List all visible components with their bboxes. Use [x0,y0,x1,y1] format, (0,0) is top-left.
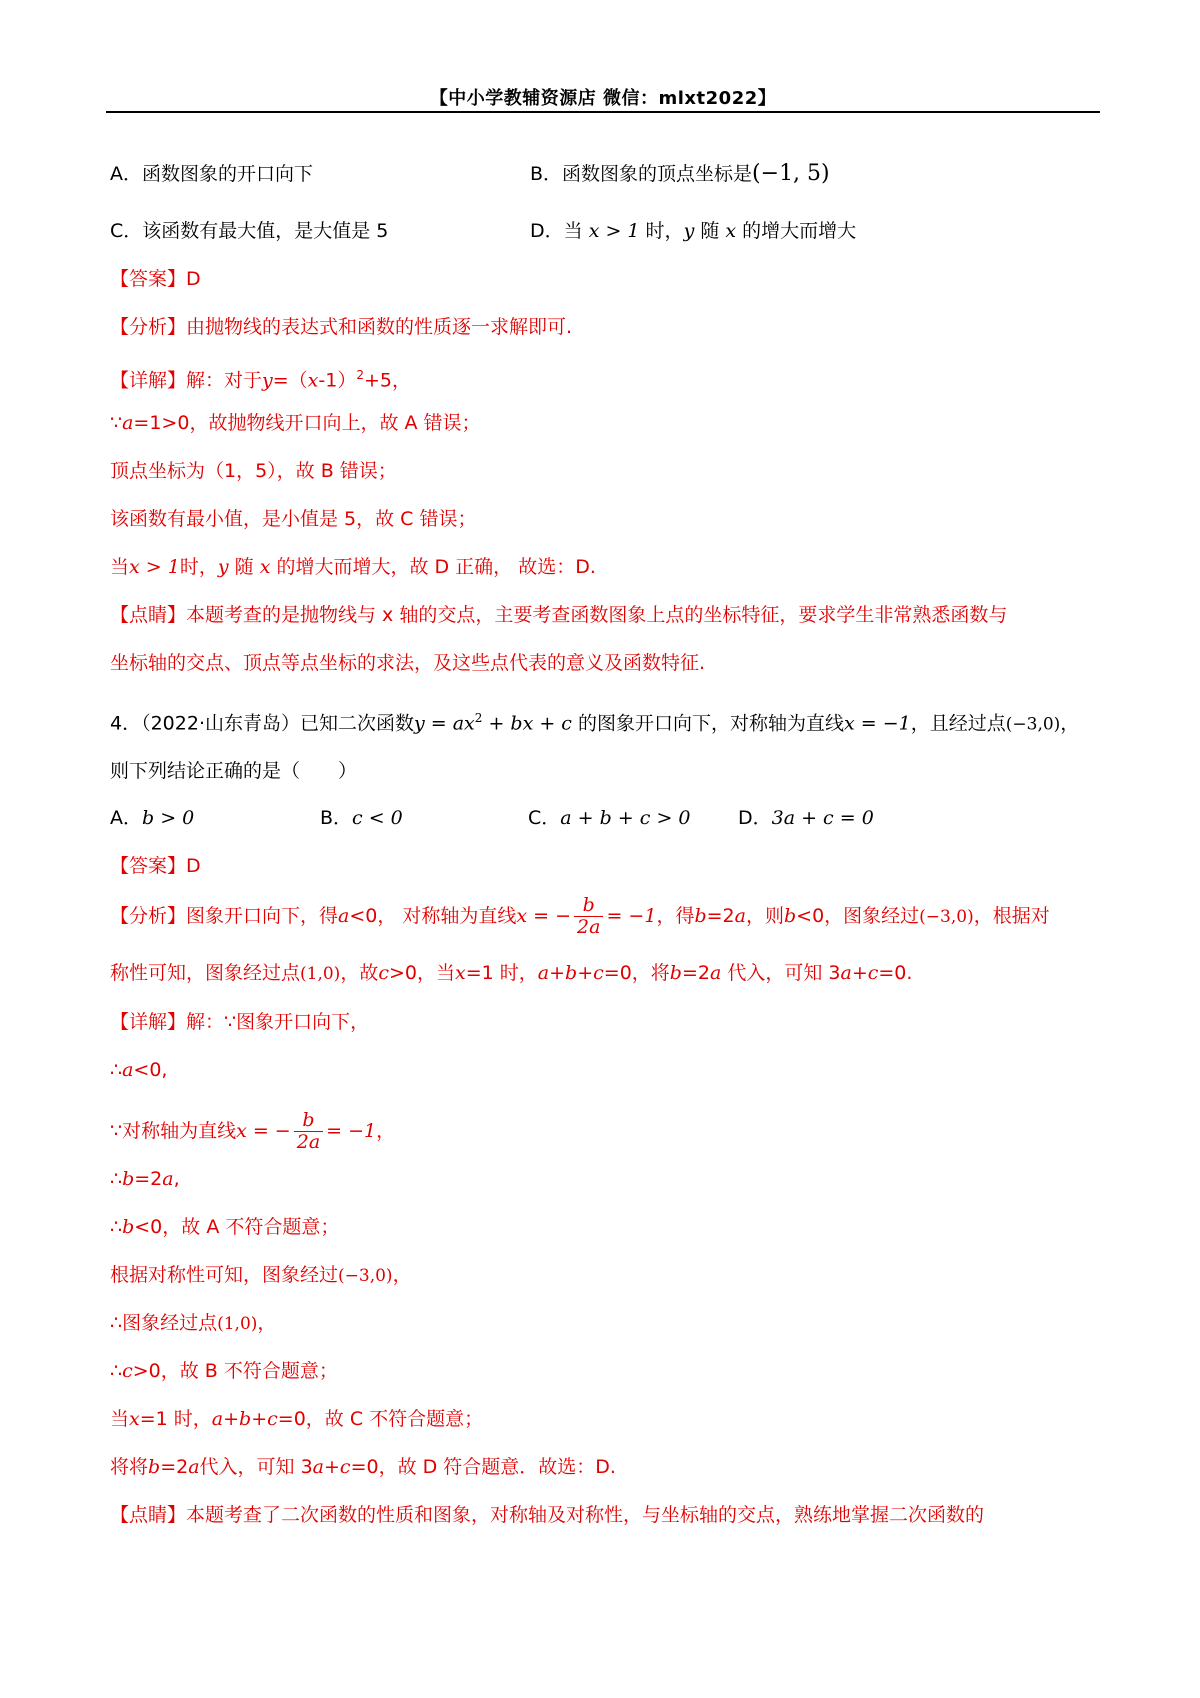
q4-an2-m1: (1,0) [300,964,341,984]
q3-detail-label: 【详解】解：对于 [110,369,263,392]
q4-analysis-line-2 [110,961,912,986]
q4-an-t1: 【分析】图象开口向下，得 [110,904,339,927]
q3-detail-x: x [307,369,319,392]
q4-an-m5: a [734,904,746,927]
q4-an2-m4: a+b+c [537,962,604,984]
q3-option-d-m2: y [683,220,695,242]
therefore-symbol: ∴ [110,1216,123,1238]
q4-stem-t3: ，且经过点 [910,712,1006,735]
q3-detail-eq2: -1） [318,369,357,392]
q4-an2-t7: 代入，可知 3 [727,962,841,984]
q4-detail-10 [110,1455,616,1479]
q4-option-d-label: D． [738,807,772,829]
q4-stem-line-2: 则下列结论正确的是（ ） [110,760,358,782]
q4-an-m6: b [783,904,797,927]
q4-an-m7: (−3,0) [919,906,974,927]
q4-d3-t2: ， [376,1119,396,1142]
q4-d9-m1: x [129,1408,140,1430]
q3-step-4-m2: y [217,556,229,578]
q3-option-b-math: (−1, 5) [752,161,830,186]
q4-d6-m: (−3,0) [338,1266,393,1286]
q4-detail-4 [110,1167,180,1191]
q4-an-t6: <0，图象经过 [796,904,920,927]
q4-option-d [738,806,874,830]
q4-an-t4: =2 [706,904,735,927]
q4-an-t3: ，得 [656,904,695,927]
q4-an-frac-den: 2a [577,915,601,938]
q3-option-b-text: B．函数图象的顶点坐标是 [530,163,753,185]
q4-an-frac-num: b [574,895,603,917]
q3-step-2: 顶点坐标为（1，5），故 B 错误； [110,460,397,482]
therefore-symbol: ∴ [110,1059,123,1081]
q4-d10-t2: =2 [160,1456,189,1478]
q3-step-3: 该函数有最小值，是小值是 5，故 C 错误； [110,508,477,530]
q3-option-d-t1: D．当 [530,220,583,242]
q4-d3-m1: x = − [236,1119,291,1142]
q4-detail-2 [110,1058,167,1082]
q4-option-c-math: a + b + c > 0 [560,807,691,829]
q4-option-b [320,806,403,830]
q3-analysis: 【分析】由抛物线的表达式和函数的性质逐一求解即可. [110,316,573,338]
q4-an-t2: <0， 对称轴为直线 [349,904,517,927]
q4-d9-m2: a+b+c [211,1408,278,1430]
q4-an2-t2: ，故 [340,962,379,984]
q4-d9-t1: 当 [110,1408,130,1430]
q4-d6-t2: ， [392,1264,412,1286]
page-header: 【中小学教辅资源店 微信：mlxt2022】 [429,88,777,109]
q3-option-d-t3: 随 [700,220,720,242]
q4-analysis-line-1 [110,895,1050,938]
therefore-symbol: ∴ [110,1360,123,1382]
q4-d7-m: (1,0) [217,1314,258,1334]
q4-detail-6 [110,1263,412,1288]
q4-an2-m2: c [378,962,389,984]
q4-stem-t2: 的图象开口向下，对称轴为直线 [577,712,844,735]
q4-d3-m2: = −1 [326,1119,377,1142]
q3-answer: 【答案】D [110,268,201,290]
q3-step-4-t1: 当 [110,556,130,578]
q4-an-m4: b [694,904,707,927]
q4-an2-t8: =0. [878,962,913,984]
q4-an2-t5: =0，将 [603,962,670,984]
q4-d7-t2: ， [257,1312,277,1334]
q4-an2-t1: 称性可知，图象经过点 [110,962,301,984]
q4-an2-m6: a [709,962,722,984]
q3-option-c: C．该函数有最大值，是大值是 5 [110,220,389,242]
q4-detail-9 [110,1407,483,1431]
q3-detail-exponent: 2 [356,368,364,382]
q4-an-m2: x = − [516,904,572,927]
q4-d4-m1: b [122,1168,135,1190]
q4-d10-t1: 将将 [110,1456,149,1478]
q4-d4-t3: , [173,1168,180,1190]
q3-step-4-t4: 的增大而增大，故 D 正确， 故选：D. [276,556,596,578]
q4-stem-m2: x = −1 [844,712,911,735]
q4-d3-frac-den: 2a [296,1130,321,1153]
q4-answer: 【答案】D [110,855,201,877]
q4-detail-1: 【详解】解：∵图象开口向下， [110,1011,370,1033]
q4-d4-m2: a [162,1168,174,1190]
q4-an2-t3: >0，当 [389,962,456,984]
q4-comment: 【点睛】本题考查了二次函数的性质和图象，对称轴及对称性，与坐标轴的交点，熟练地掌握二次函数的 [110,1504,985,1526]
q3-detail-eq3: +5， [363,369,411,392]
q3-option-d [530,219,856,243]
q4-d10-m1: b [148,1456,161,1478]
because-symbol: ∵ [110,412,123,434]
q3-step-4-m3: x [259,556,271,578]
q4-d3-t1: ∵对称轴为直线 [110,1119,237,1142]
q4-stem-m1b: + bx + c [482,712,572,735]
q4-an-t5: ，则 [745,904,784,927]
q4-d2-m: a [122,1059,134,1081]
q4-option-b-label: B． [320,807,353,829]
q4-an-m3: = −1 [606,904,657,927]
q4-stem-exponent: 2 [474,711,483,725]
q4-stem-m3: (−3,0) [1005,714,1061,735]
q4-option-b-math: c < 0 [352,807,403,829]
header-divider [106,111,1100,113]
q4-an2-t6: =2 [681,962,710,984]
q4-d10-m2: a [188,1456,200,1478]
q4-an-t7: ，根据对 [973,904,1050,927]
q4-detail-5 [110,1215,339,1239]
q3-step-1-text: =1>0，故抛物线开口向上，故 A 错误； [133,412,481,434]
q4-d3-frac-num: b [294,1110,323,1132]
q3-comment-line-1: 【点睛】本题考查的是抛物线与 x 轴的交点，主要考查函数图象上点的坐标特征，要求学生非常熟悉函数与 [110,604,1008,626]
q3-step-4-t2: 时， [179,556,218,578]
q3-step-4 [110,555,596,579]
q4-an-fraction [574,895,603,938]
q4-d10-t3: 代入，可知 3 [199,1456,313,1478]
q4-option-a-math: b > 0 [142,807,195,829]
q4-detail-8 [110,1359,338,1383]
q4-d8-m: c [122,1360,133,1382]
q4-detail-3 [110,1110,395,1153]
q4-d2-t: <0, [133,1059,168,1081]
q4-stem-m1a: y = ax [413,712,475,735]
q4-option-c [528,806,691,830]
q3-option-d-m1: x > 1 [588,220,640,242]
q3-detail [110,363,411,392]
q3-option-b [530,162,830,186]
q4-d8-t: >0，故 B 不符合题意； [132,1360,338,1382]
q4-an2-t4: =1 时， [465,962,538,984]
q4-option-d-math: 3a + c = 0 [771,807,874,829]
q3-step-1-a: a [122,412,134,434]
q3-option-d-m3: x [725,220,737,242]
q3-option-a: A．函数图象的开口向下 [110,163,313,185]
q4-d10-t4: =0，故 D 符合题意．故选：D. [350,1456,616,1478]
q3-option-d-t4: 的增大而增大 [742,220,857,242]
q4-d5-m: b [122,1216,135,1238]
q3-step-1 [110,411,481,435]
q4-option-c-label: C． [528,807,561,829]
q4-d6-t1: 根据对称性可知，图象经过 [110,1264,339,1286]
q4-d7-t1: ∴图象经过点 [110,1312,218,1334]
q4-d3-fraction [294,1110,323,1153]
q3-option-d-t2: 时， [645,220,684,242]
q4-option-a [110,806,194,830]
q4-d9-t2: =1 时， [139,1408,212,1430]
q3-detail-eq: =（ [272,369,308,392]
therefore-symbol: ∴ [110,1168,123,1190]
q4-stem-line-1 [110,706,1079,736]
q3-comment-line-2: 坐标轴的交点、顶点等点坐标的求法，及这些点代表的意义及函数特征. [110,652,706,674]
q4-an2-m7: a+c [840,962,879,984]
q4-detail-7 [110,1311,276,1336]
q4-an2-m3: x [455,962,466,984]
q4-an-m1: a [338,904,350,927]
q3-step-4-m1: x > 1 [129,556,180,578]
q4-d10-m3: a+c [312,1456,351,1478]
q4-an2-m5: b [669,962,682,984]
q4-d5-t: <0，故 A 不符合题意； [134,1216,340,1238]
q3-step-4-t3: 随 [234,556,254,578]
q4-option-a-label: A． [110,807,142,829]
q3-detail-y: y [262,369,273,392]
q4-stem-t1: 4．（2022·山东青岛）已知二次函数 [110,712,414,735]
q4-d4-t2: =2 [134,1168,163,1190]
q4-d9-t3: =0，故 C 不符合题意； [277,1408,484,1430]
q4-stem-t4: ， [1060,712,1080,735]
